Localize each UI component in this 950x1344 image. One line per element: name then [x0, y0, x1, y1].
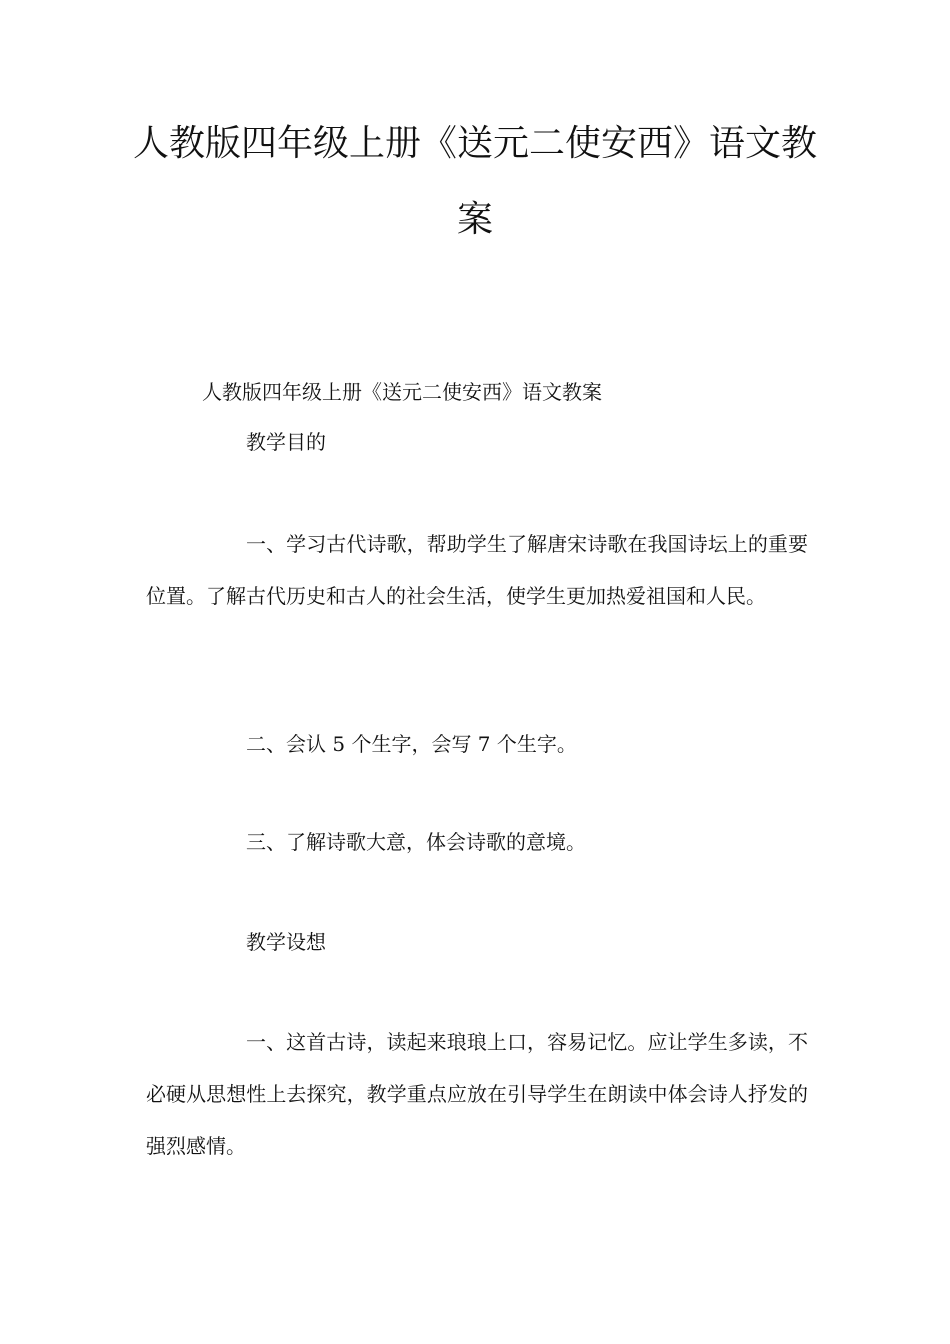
goal-paragraph-3: 三、了解诗歌大意，体会诗歌的意境。: [246, 830, 586, 854]
goal-paragraph-1: 一、学习古代诗歌，帮助学生了解唐宋诗歌在我国诗坛上的重要位置。了解古代历史和古人的社会生活，使学生更加热爱祖国和人民。: [146, 532, 808, 608]
idea-paragraph-1: 一、这首古诗，读起来琅琅上口，容易记忆。应让学生多读，不必硬从思想性上去探究，教学重点应放在引导学生在朗读中体会诗人抒发的强烈感情。: [146, 1030, 808, 1158]
goal-paragraph-2: 二、会认 5 个生字，会写 7 个生字。: [246, 732, 577, 756]
document-subtitle: 人教版四年级上册《送元二使安西》语文教案: [202, 380, 602, 404]
document-title-line-2: 案: [456, 199, 493, 240]
section-heading-ideas: 教学设想: [246, 930, 326, 954]
section-heading-goals: 教学目的: [246, 430, 326, 454]
document-title-line-1: 人教版四年级上册《送元二使安西》语文教: [132, 123, 817, 164]
